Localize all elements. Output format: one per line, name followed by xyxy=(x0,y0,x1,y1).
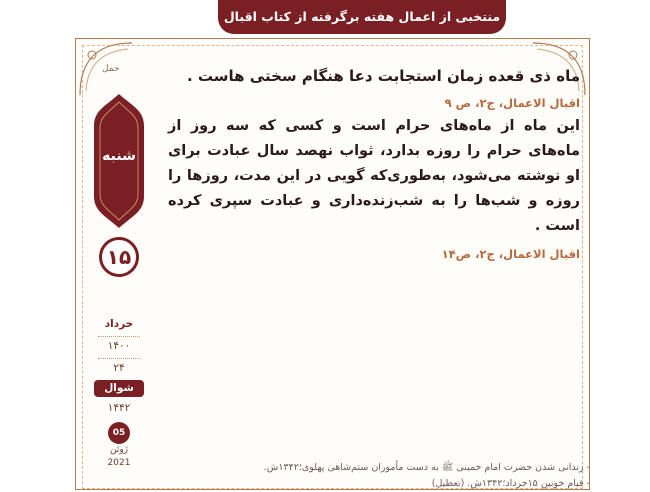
day-name: شنبه xyxy=(102,148,136,164)
footnotes xyxy=(260,460,590,492)
solar-year: ۱۴۰۰ xyxy=(107,340,131,352)
divider xyxy=(98,336,140,337)
solar-month: خرداد xyxy=(104,318,134,330)
date-sidebar xyxy=(88,92,150,490)
lunar-year: ۱۴۴۲ xyxy=(107,402,131,414)
header-title: منتخبی از اعمال هفته برگرفته از کتاب اقبال xyxy=(223,9,501,24)
source-citation-2: اقبال الاعمال، ج۲، ص۱۴ xyxy=(441,247,580,261)
source-citation-1: اقبال الاعمال، ج۲، ص ۹ xyxy=(444,96,580,110)
header-banner xyxy=(218,0,506,34)
content-heading: ماه ذی قعده زمان استجابت دعا هنگام سختی هاست . xyxy=(186,67,580,85)
footnote-item: - قیام خونین ۱۵خرداد؛۱۳۴۲ش. (تعطیل) xyxy=(431,478,590,489)
main-content xyxy=(168,60,580,265)
gregorian-day: 05 xyxy=(108,422,130,444)
lunar-month: شوال xyxy=(94,380,144,397)
day-number: ۱۵ xyxy=(99,237,139,277)
lunar-day: ۲۴ xyxy=(113,362,125,374)
footnote-item: - زندانی شدن حضرت امام خمینی ﷺ به دست مأموران ستم‌شاهی پهلوی؛۱۳۴۲ش. xyxy=(263,462,590,473)
zodiac-label: حمل xyxy=(102,64,120,74)
gregorian-month: ژوئن xyxy=(109,445,129,455)
content-body: این ماه از ماه‌های حرام است و کسی که سه روز از ماه‌های حرام را روزه بدارد، ثواب نهصد سال عبادت برای او نوشته می‌شود، به‌طوری‌که گویی در این مدت، روزها را روزه و شب‌ها را به شب‌زنده‌داری و عبادت سپری کرده است . xyxy=(168,118,580,234)
divider xyxy=(98,358,140,359)
gregorian-year: 2021 xyxy=(107,458,131,468)
